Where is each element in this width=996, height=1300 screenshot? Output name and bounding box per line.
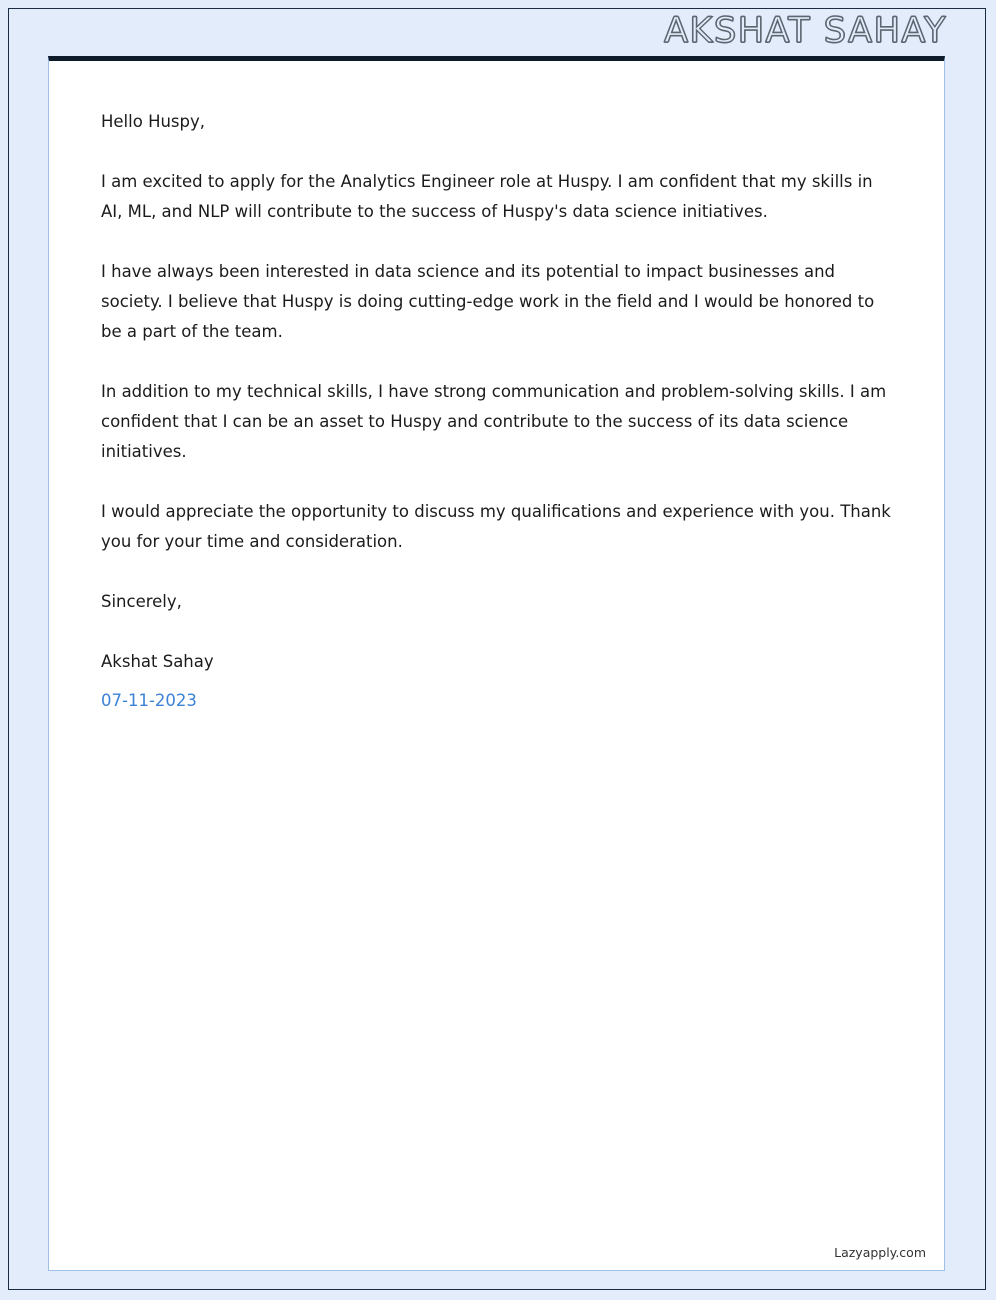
candidate-name-title: AKSHAT SAHAY [664,11,947,51]
signoff-line: Sincerely, [101,592,182,611]
cover-letter-sheet [48,56,945,1271]
footer-brand-label: Lazyapply.com [834,1245,926,1260]
cover-letter-body [101,107,894,716]
signer-name: Akshat Sahay [101,652,214,671]
greeting-line: Hello Huspy, [101,112,206,131]
paragraph-4: I would appreciate the opportunity to discuss my qualifications and experience with you. Thank you for your time and consideration. [101,502,891,551]
document-header [9,9,985,57]
paragraph-2: I have always been interested in data science and its potential to impact businesses and society. I believe that Huspy is doing cutting-edge work in the field and I would be honored to be a part of the team. [101,262,875,341]
document-frame [8,8,986,1290]
paragraph-1: I am excited to apply for the Analytics Engineer role at Huspy. I am confident that my skills in AI, ML, and NLP will contribute to the success of Huspy's data science initiatives. [101,172,873,221]
letter-date: 07-11-2023 [101,691,197,710]
paragraph-3: In addition to my technical skills, I have strong communication and problem-solving skills. I am confident that I can be an asset to Huspy and contribute to the success of its data science initiatives. [101,382,887,461]
